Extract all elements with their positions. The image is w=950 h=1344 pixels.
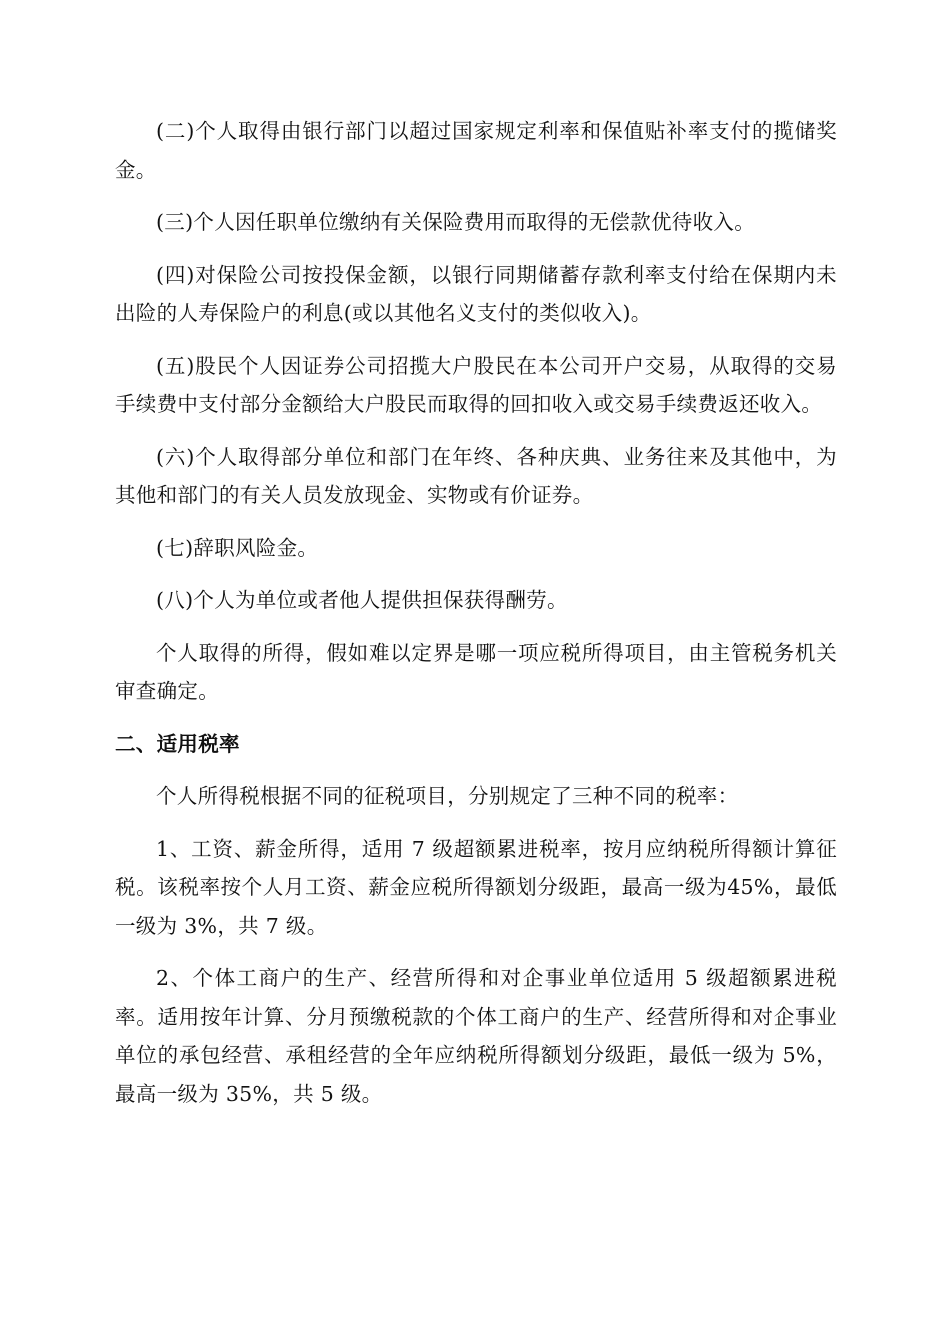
paragraph-conclusion: 个人取得的所得，假如难以定界是哪一项应税所得项目，由主管税务机关审查确定。 — [115, 640, 837, 703]
paragraph-item-7: (七)辞职风险金。 — [156, 535, 319, 560]
paragraph-item-8: (八)个人为单位或者他人提供担保获得酬劳。 — [156, 588, 568, 612]
paragraph-item-3: (三)个人因任职单位缴纳有关保险费用而取得的无偿款优待收入。 — [156, 210, 755, 234]
section-intro: 个人所得税根据不同的征税项目，分别规定了三种不同的税率： — [156, 784, 739, 808]
paragraph-item-5: (五)股民个人因证券公司招揽大户股民在本公司开户交易，从取得的交易手续费中支付部分金额给大户股民而取得的回扣收入或交易手续费返还收入。 — [115, 353, 837, 416]
tax-rate-item-1: 1、工资、薪金所得，适用 7 级超额累进税率，按月应纳税所得额计算征税。该税率按个人月工资、薪金应税所得额划分级距，最高一级为45%，最低一级为 3%，共 7 级。 — [115, 836, 837, 938]
paragraph-item-2: (二)个人取得由银行部门以超过国家规定利率和保值贴补率支付的揽储奖金。 — [115, 119, 837, 182]
document-body — [115, 112, 837, 1127]
section-heading: 二、适用税率 — [115, 731, 240, 756]
tax-rate-item-2: 2、个体工商户的生产、经营所得和对企事业单位适用 5 级超额累进税率。适用按年计算、分月预缴税款的个体工商户的生产、经营所得和对企事业单位的承包经营、承租经营的全年应纳税所得额划分级距，最低一级为 5%，最高一级为 35%，共 5 级。 — [115, 966, 837, 1106]
paragraph-item-6: (六)个人取得部分单位和部门在年终、各种庆典、业务往来及其他中，为其他和部门的有关人员发放现金、实物或有价证券。 — [115, 444, 837, 507]
paragraph-item-4: (四)对保险公司按投保金额，以银行同期储蓄存款利率支付给在保期内未出险的人寿保险户的利息(或以其他名义支付的类似收入)。 — [115, 262, 837, 325]
